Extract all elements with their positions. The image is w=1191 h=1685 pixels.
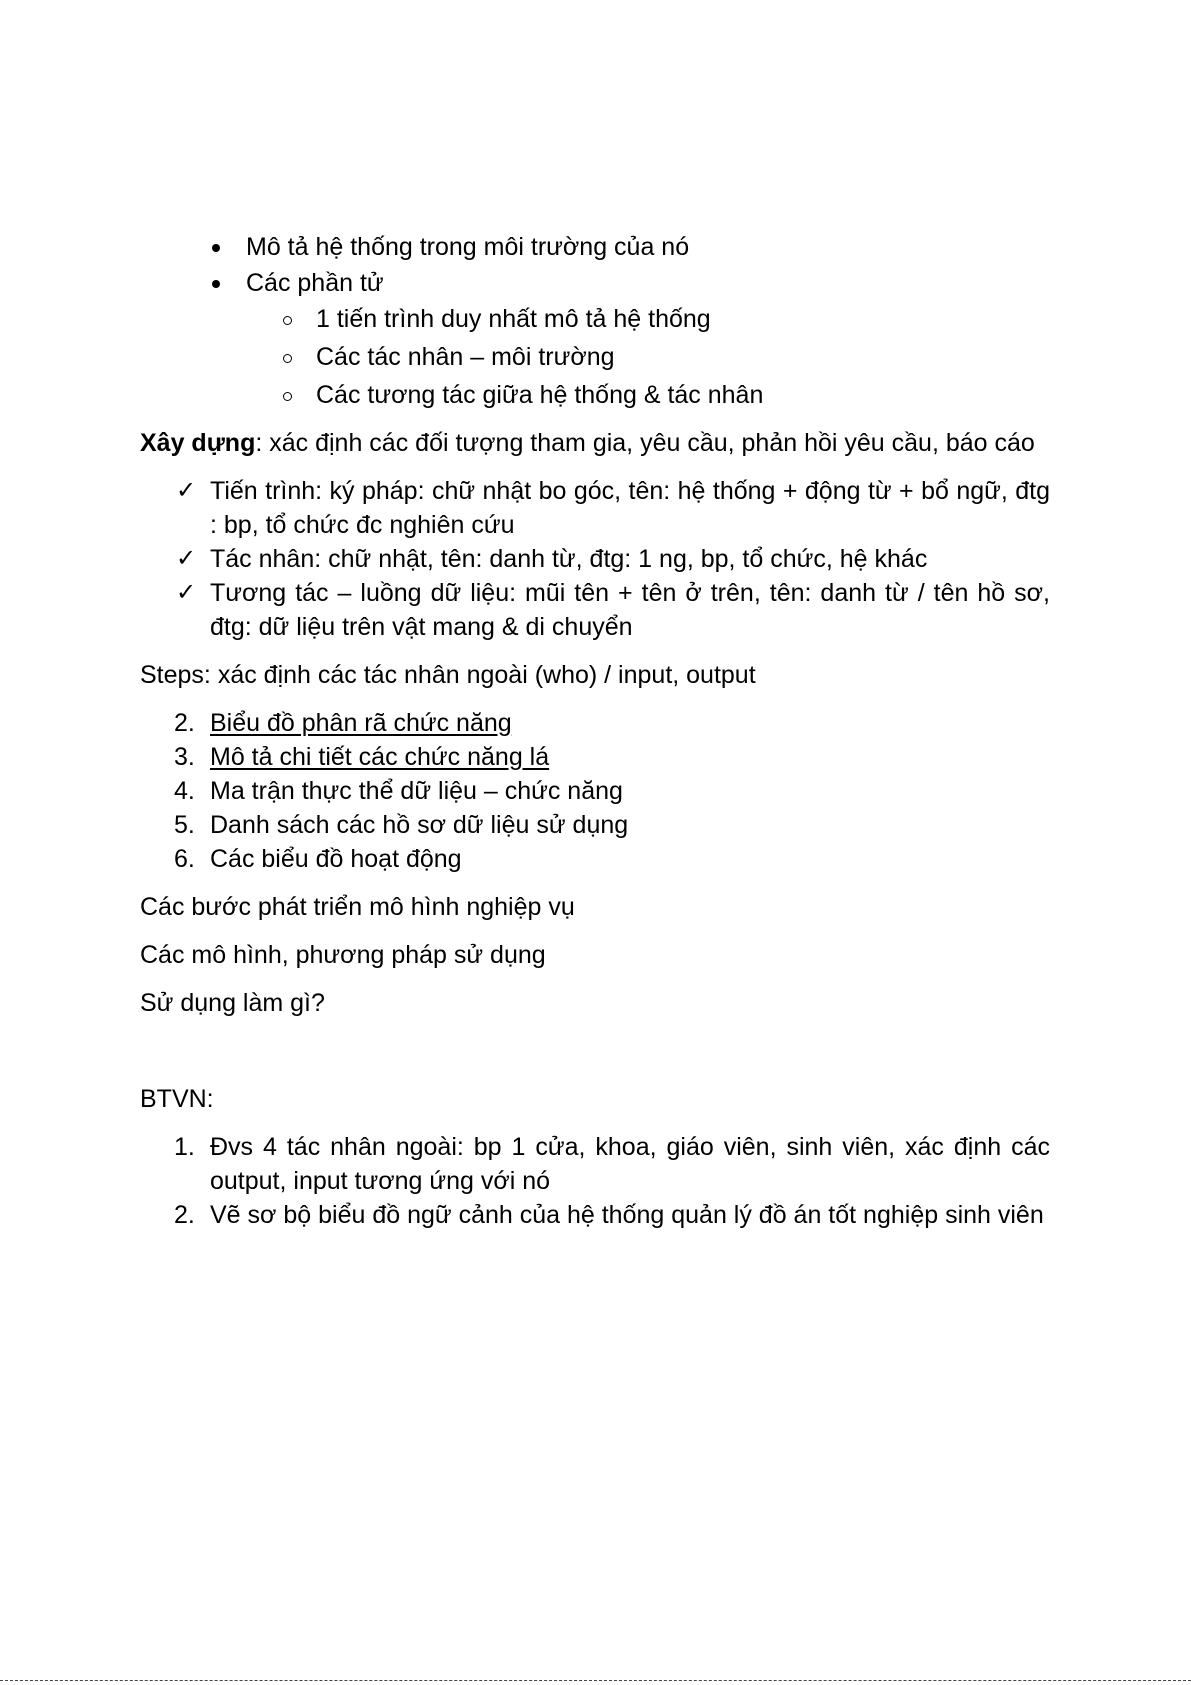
item-number: 5.	[174, 811, 195, 839]
check-list	[140, 474, 1050, 644]
sub-bullet-item	[140, 302, 1050, 336]
document-content	[140, 230, 1050, 1232]
numbered-item	[140, 842, 1050, 876]
numbered-item	[140, 740, 1050, 774]
sub-bullet-text: 1 tiến trình duy nhất mô tả hệ thống	[316, 305, 711, 333]
sub-bullet-item	[140, 340, 1050, 374]
btvn-item	[140, 1198, 1050, 1232]
btvn-title: BTVN:	[140, 1085, 214, 1113]
numbered-item	[140, 808, 1050, 842]
hollow-circle-icon	[283, 392, 292, 401]
text-line: Các mô hình, phương pháp sử dụng	[140, 941, 546, 969]
xay-dung-paragraph	[140, 426, 1050, 460]
bullet-item	[140, 230, 1050, 264]
numbered-item-text: Ma trận thực thể dữ liệu – chức năng	[210, 777, 623, 805]
btvn-item-text: Đvs 4 tác nhân ngoài: bp 1 cửa, khoa, giáo viên, sinh viên, xác định các output, input tương ứng với nó	[210, 1133, 1050, 1195]
checkmark-icon: ✓	[176, 545, 197, 572]
checkmark-icon: ✓	[176, 477, 197, 504]
checkmark-icon: ✓	[176, 579, 197, 606]
check-item	[140, 474, 1050, 542]
btvn-list	[140, 1130, 1050, 1232]
sub-bullet-text: Các tác nhân – môi trường	[316, 343, 615, 371]
bullet-list	[140, 230, 1050, 300]
xay-dung-label: Xây dựng	[140, 429, 256, 457]
page-bottom-divider	[0, 1680, 1191, 1681]
item-number: 2.	[174, 1201, 195, 1229]
text-line: Sử dụng làm gì?	[140, 989, 325, 1017]
check-item	[140, 542, 1050, 576]
check-item-text: Tiến trình: ký pháp: chữ nhật bo góc, tên: hệ thống + động từ + bổ ngữ, đtg : bp, tổ chức đc nghiên cứu	[210, 477, 1050, 539]
bullet-text: Mô tả hệ thống trong môi trường của nó	[246, 233, 690, 261]
hollow-circle-icon	[283, 316, 292, 325]
bullet-text: Các phần tử	[246, 269, 384, 297]
bullet-dot-icon	[212, 244, 220, 252]
bullet-dot-icon	[212, 280, 220, 288]
text-line: Các bước phát triển mô hình nghiệp vụ	[140, 893, 575, 921]
numbered-item-text: Biểu đồ phân rã chức năng	[210, 709, 512, 737]
numbered-list	[140, 706, 1050, 876]
check-item	[140, 576, 1050, 644]
numbered-item	[140, 774, 1050, 808]
sub-bullet-list	[140, 302, 1050, 412]
check-item-text: Tác nhân: chữ nhật, tên: danh từ, đtg: 1 ng, bp, tổ chức, hệ khác	[210, 545, 928, 573]
sub-bullet-item	[140, 378, 1050, 412]
numbered-item-text: Mô tả chi tiết các chức năng lá	[210, 743, 550, 771]
numbered-item	[140, 706, 1050, 740]
item-number: 1.	[174, 1133, 195, 1161]
bullet-item	[140, 266, 1050, 300]
check-item-text: Tương tác – luồng dữ liệu: mũi tên + tên ở trên, tên: danh từ / tên hồ sơ, đtg: dữ liệu trên vật mang & di chuyển	[210, 579, 1050, 641]
btvn-item-text: Vẽ sơ bộ biểu đồ ngữ cảnh của hệ thống quản lý đồ án tốt nghiệp sinh viên	[210, 1201, 1044, 1229]
item-number: 3.	[174, 743, 195, 771]
item-number: 2.	[174, 709, 195, 737]
btvn-item	[140, 1130, 1050, 1198]
item-number: 6.	[174, 845, 195, 873]
numbered-item-text: Danh sách các hồ sơ dữ liệu sử dụng	[210, 811, 629, 839]
numbered-item-text: Các biểu đồ hoạt động	[210, 845, 462, 873]
xay-dung-text: : xác định các đối tượng tham gia, yêu cầu, phản hồi yêu cầu, báo cáo	[255, 429, 1035, 457]
item-number: 4.	[174, 777, 195, 805]
steps-paragraph: Steps: xác định các tác nhân ngoài (who) / input, output	[140, 661, 756, 689]
hollow-circle-icon	[283, 354, 292, 363]
sub-bullet-text: Các tương tác giữa hệ thống & tác nhân	[316, 381, 764, 409]
